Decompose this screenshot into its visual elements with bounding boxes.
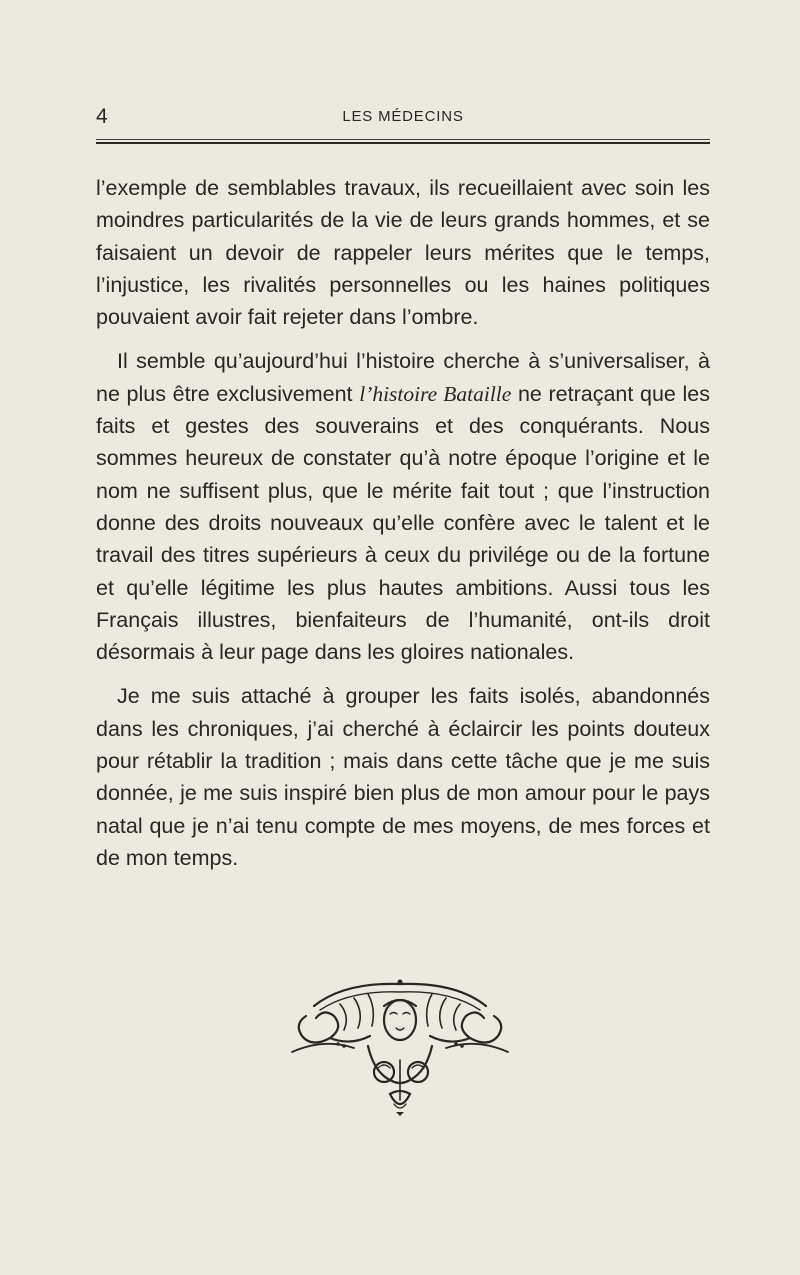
paragraph-2 bbox=[96, 345, 710, 668]
paragraph-2-text-after: ne retraçant que les faits et gestes des souverains et des conquérants. Nous sommes heureux de constater qu’à notre époque l’origine et le nom ne suffisent plus, que le mérite fait tout ; que l’instruction donne des droits nouveaux qu’elle confère avec le talent et le travail des titres supérieurs à ceux du privilége ou de la fortune et qu’elle légitime les plus hautes ambitions. Aussi tous les Français illustres, bienfaiteurs de l’humanité, ont-ils droit désormais à leur page dans les gloires nationales. bbox=[96, 381, 710, 665]
header-rule bbox=[96, 139, 710, 144]
paragraph-1-text: l’exemple de semblables travaux, ils recueillaient avec soin les moindres particularités de la vie de leurs grands hommes, et se faisaient un devoir de rappeler leurs mérites que le temps, l’injustice, les rivalités personnelles ou les haines politiques pouvaient avoir fait rejeter dans l’ombre. bbox=[96, 176, 710, 330]
running-title: LES MÉDECINS bbox=[342, 108, 464, 125]
paragraph-3 bbox=[96, 680, 710, 874]
page-number: 4 bbox=[96, 105, 108, 128]
paragraph-2-text-before: Il semble qu’aujourd’hui l’histoire cherche à s’universaliser, à ne plus être exclusivement bbox=[96, 349, 710, 406]
page-header bbox=[96, 104, 710, 130]
paragraph-3-text: Je me suis attaché à grouper les faits isolés, abandonnés dans les chroniques, j’ai cherché à éclaircir les points douteux pour rétablir la tradition ; mais dans cette tâche que je me suis donnée, je me suis inspiré bien plus de mon amour pour le pays natal que je n’ai tenu compte de mes moyens, de mes forces et de mon temps. bbox=[96, 684, 710, 870]
paragraph-1 bbox=[96, 172, 710, 333]
body-text bbox=[96, 172, 710, 886]
paragraph-2-italic-title: l’histoire Bataille bbox=[359, 381, 512, 406]
cul-de-lampe-ornament-icon bbox=[284, 976, 516, 1116]
